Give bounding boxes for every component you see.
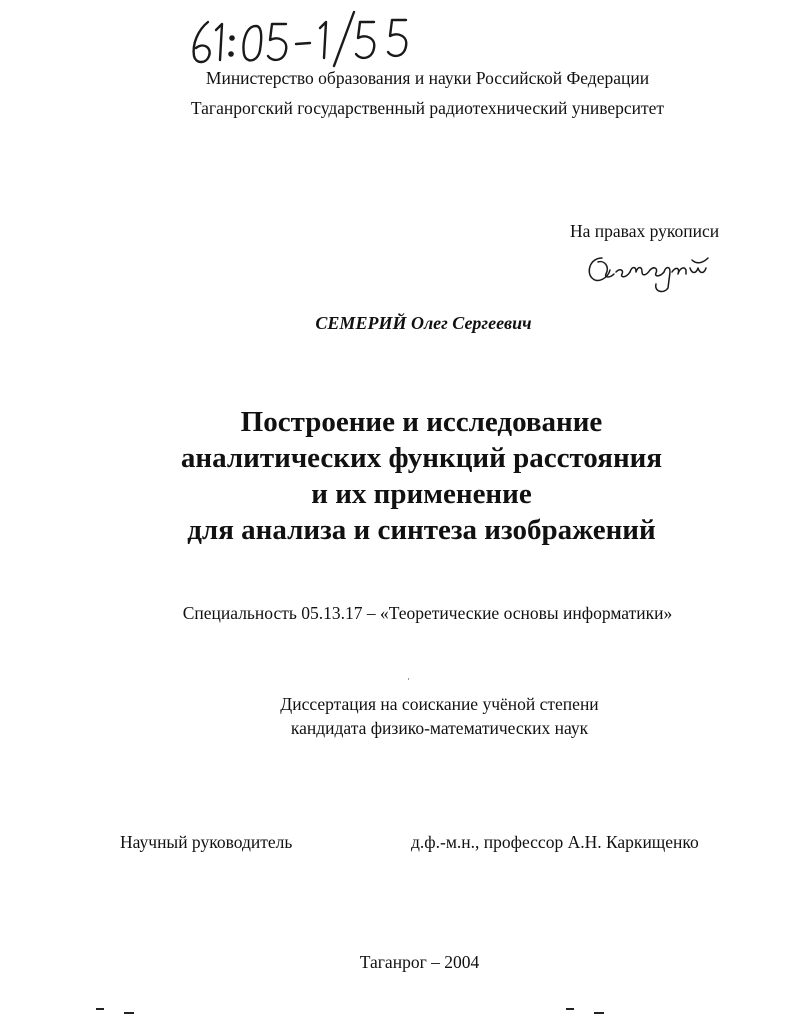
- city-year: Таганрог – 2004: [359, 952, 480, 972]
- dissertation-title: [22, 404, 799, 548]
- degree-line-2: кандидата физико-математических наук: [290, 718, 589, 738]
- supervisor-name: д.ф.-м.н., профессор А.Н. Каркищенко: [411, 832, 699, 852]
- scan-mark: [96, 1008, 104, 1010]
- scan-mark: [566, 1008, 574, 1010]
- scan-mark: [594, 1012, 604, 1014]
- author-name: СЕМЕРИЙ Олег Сергеевич: [315, 313, 532, 333]
- title-line-1: Построение и исследование: [240, 406, 603, 438]
- title-line-2: аналитических функций расстояния: [180, 442, 663, 474]
- title-line-3: и их применение: [311, 478, 532, 510]
- title-line-4: для анализа и синтеза изображений: [187, 514, 656, 546]
- degree-statement: [40, 692, 799, 740]
- manuscript-rights: На правах рукописи: [570, 221, 720, 241]
- scan-dot: [408, 678, 409, 680]
- supervisor-label: Научный руководитель: [120, 832, 293, 852]
- ministry-line: Министерство образования и науки Российской Федерации: [205, 68, 650, 88]
- handwritten-code: [186, 8, 416, 68]
- author-signature: [584, 248, 724, 298]
- university-line: Таганрогский государственный радиотехнический университет: [190, 98, 665, 118]
- specialty-line: Специальность 05.13.17 – «Теоретические основы информатики»: [182, 603, 673, 623]
- degree-line-1: Диссертация на соискание учёной степени: [280, 694, 599, 714]
- scan-mark: [124, 1012, 134, 1014]
